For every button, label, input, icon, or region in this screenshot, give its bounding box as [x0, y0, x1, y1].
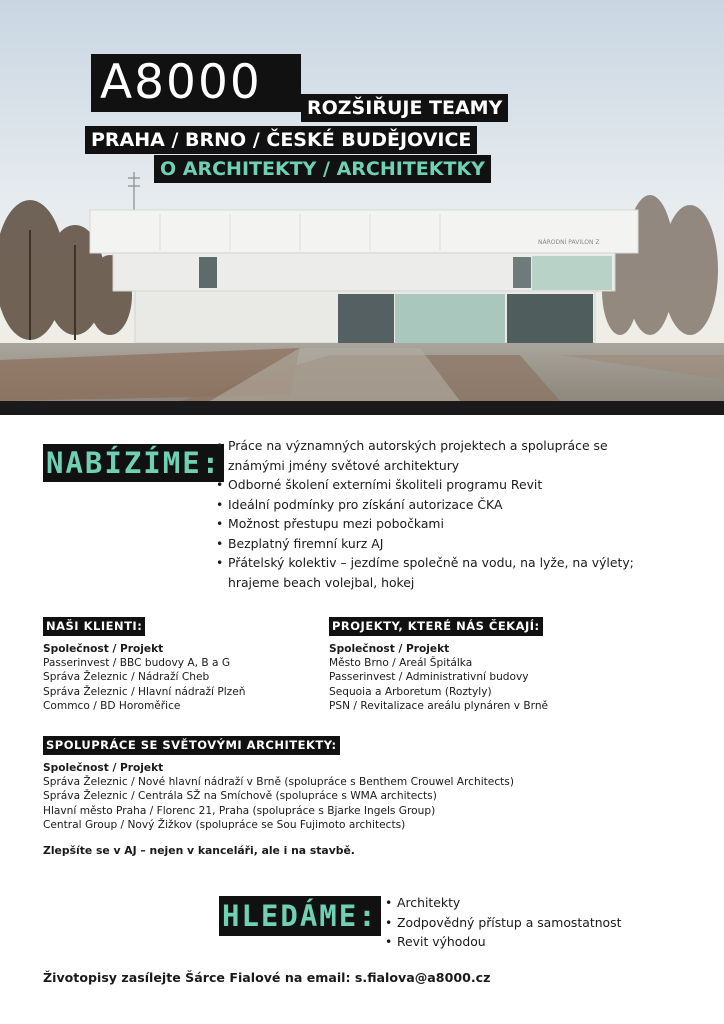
collab-title: SPOLUPRÁCE SE SVĚTOVÝMI ARCHITEKTY:: [43, 736, 340, 755]
seeking-list: [385, 893, 645, 952]
list-item: • Ideální podmínky pro získání autorizace ČKA: [216, 495, 646, 515]
dark-strip: [0, 401, 724, 415]
list-item: • Možnost přestupu mezi pobočkami: [216, 514, 646, 534]
list-item: Správa Železnic / Centrála SŽ na Smíchově (spolupráce s WMA architects): [43, 790, 437, 803]
headline-line-3: O ARCHITEKTY / ARCHITEKTKY: [154, 155, 491, 183]
list-item: Hlavní město Praha / Florenc 21, Praha (spolupráce s Bjarke Ingels Group): [43, 804, 436, 817]
list-item: Správa Železnic / Nádraží Cheb: [43, 671, 210, 684]
list-item: Město Brno / Areál Špitálka: [329, 657, 473, 670]
list-item: Správa Železnic / Nové hlavní nádraží v Brně (spolupráce s Benthem Crouwel Architects): [43, 776, 514, 789]
list-item: Passerinvest / BBC budovy A, B a G: [43, 657, 231, 670]
list-item: • Revit výhodou: [385, 932, 645, 952]
list-item: • Architekty: [385, 893, 645, 913]
company-logo: A8000: [100, 55, 262, 110]
clients-list: [43, 642, 245, 713]
headline-line-2: PRAHA / BRNO / ČESKÉ BUDĚJOVICE: [85, 126, 477, 154]
list-item: Central Group / Nový Žižkov (spolupráce se Sou Fujimoto architects): [43, 818, 406, 831]
collab-header: Společnost / Projekt: [43, 762, 164, 774]
list-item: • Odborné školení externími školiteli programu Revit: [216, 475, 646, 495]
projects-title: PROJEKTY, KTERÉ NÁS ČEKAJÍ:: [329, 617, 543, 636]
offer-title: NABÍZÍME:: [43, 444, 224, 482]
projects-list: [329, 642, 548, 713]
hero-photo: [0, 0, 724, 415]
list-item: Commco / BD Horoměřice: [43, 699, 181, 712]
list-item: Sequoia a Arboretum (Roztyly): [329, 685, 492, 698]
list-item: • Práce na významných autorských projektech a spolupráce se známými jmény světové architektury: [216, 436, 646, 475]
projects-header: Společnost / Projekt: [329, 643, 450, 655]
clients-title: NAŠI KLIENTI:: [43, 617, 145, 636]
building-sign: NÁRODNÍ PAVILON Z: [538, 239, 600, 246]
contact-line: Životopisy zasílejte Šárce Fialové na email: s.fialova@a8000.cz: [43, 970, 491, 985]
list-item: • Bezplatný firemní kurz AJ: [216, 534, 646, 554]
headline-line-1: ROZŠIŘUJE TEAMY: [301, 94, 508, 122]
offer-list: [216, 436, 646, 592]
list-item: • Zodpovědný přístup a samostatnost: [385, 913, 645, 933]
list-item: PSN / Revitalizace areálu plynáren v Brně: [329, 699, 549, 712]
collab-list: [43, 761, 514, 832]
seeking-title: HLEDÁME:: [219, 896, 381, 936]
english-tip: Zlepšíte se v AJ – nejen v kanceláři, ale i na stavbě.: [43, 844, 355, 857]
list-item: • Přátelský kolektiv – jezdíme společně na vodu, na lyže, na výlety; hrajeme beach volejbal, hokej: [216, 553, 646, 592]
list-item: Správa Železnic / Hlavní nádraží Plzeň: [43, 685, 246, 698]
clients-header: Společnost / Projekt: [43, 643, 164, 655]
list-item: Passerinvest / Administrativní budovy: [329, 671, 529, 684]
